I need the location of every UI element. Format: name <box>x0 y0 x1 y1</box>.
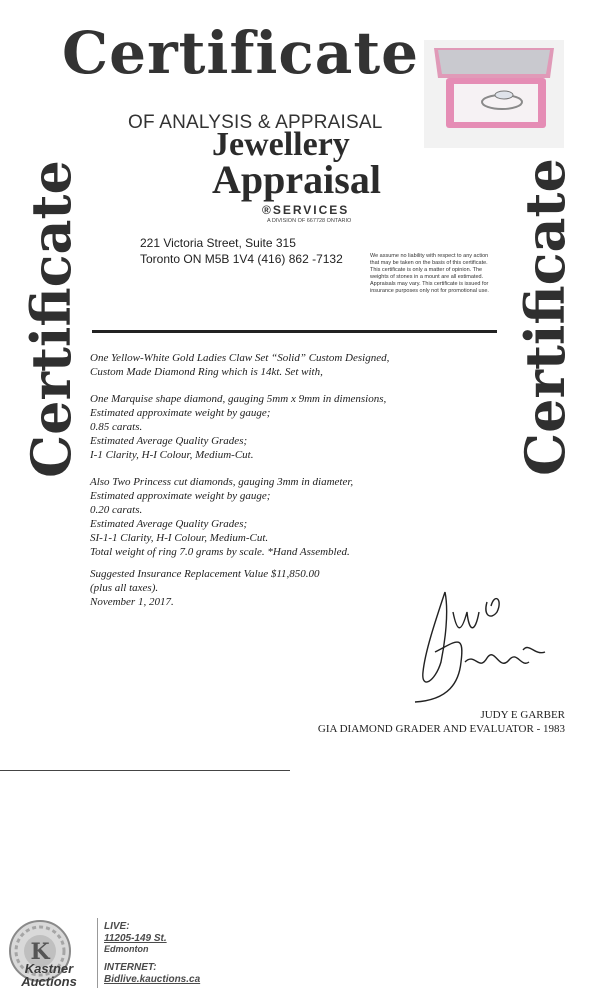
company-name-line2: Appraisal <box>212 157 381 202</box>
handwritten-signature <box>405 572 555 712</box>
company-division: A DIVISION OF 667728 ONTARIO <box>267 218 352 224</box>
princess-line: Estimated approximate weight by gauge; <box>90 490 271 502</box>
description-line: Custom Made Diamond Ring which is 14kt. Set with, <box>90 366 323 378</box>
logo-letter: K <box>30 939 50 965</box>
marquise-diamond-details <box>90 392 420 462</box>
taxes-note: (plus all taxes). <box>90 582 159 594</box>
liability-disclaimer: We assume no liability with respect to any action that may be taken on the basis of this certificate. This certificate is only a matter of opinion. The weights of stones in a mount are all estimated. Appraisals may vary. This certificate is issued for insurance purposes only not for promotional use. <box>370 253 489 294</box>
princess-line: 0.20 carats. <box>90 504 143 516</box>
valuation-block <box>90 567 420 609</box>
princess-line: Also Two Princess cut diamonds, gauging 3mm in diameter, <box>90 476 354 488</box>
certificate-title: Certificate <box>62 19 420 87</box>
live-label: LIVE: <box>104 921 130 932</box>
certificate-date: November 1, 2017. <box>90 596 174 608</box>
insurance-value: Suggested Insurance Replacement Value $11,850.00 <box>90 568 320 580</box>
internet-label: INTERNET: <box>104 962 157 973</box>
address-street: 221 Victoria Street, Suite 315 <box>140 236 296 250</box>
signer-name: JUDY E GARBER <box>480 709 565 721</box>
side-label-right: Certificate <box>513 158 577 476</box>
princess-line: SI-1-1 Clarity, H-I Colour, Medium-Cut. <box>90 532 269 544</box>
logo-text-kastner: Kastner <box>24 961 74 976</box>
side-label-left: Certificate <box>19 160 83 478</box>
live-city: Edmonton <box>104 944 149 954</box>
princess-line: Estimated Average Quality Grades; <box>90 518 248 530</box>
marquise-line: I-1 Clarity, H-I Colour, Medium-Cut. <box>90 449 254 461</box>
header-divider <box>92 330 497 333</box>
princess-diamond-details <box>90 475 430 559</box>
signer-block <box>300 708 565 736</box>
live-address: 11205-149 St. <box>104 933 167 944</box>
certificate-subtitle: OF ANALYSIS & APPRAISAL <box>128 112 383 133</box>
kastner-auctions-logo <box>4 917 94 989</box>
marquise-line: One Marquise shape diamond, gauging 5mm x 9mm in dimensions, <box>90 393 387 405</box>
footer-divider <box>97 918 98 988</box>
internet-site-link[interactable]: Bidlive.kauctions.ca <box>104 974 201 985</box>
logo-text-auctions: Auctions <box>21 974 77 989</box>
marquise-line: 0.85 carats. <box>90 421 143 433</box>
description-line: One Yellow-White Gold Ladies Claw Set “Solid” Custom Designed, <box>90 352 390 364</box>
signer-title: GIA DIAMOND GRADER AND EVALUATOR - 1983 <box>317 723 565 735</box>
ring-description <box>90 351 420 379</box>
princess-line: Total weight of ring 7.0 grams by scale. *Hand Assembled. <box>90 546 350 558</box>
ring-box-photo <box>424 40 564 148</box>
company-name-line1: Jewellery <box>212 126 350 163</box>
company-services: ®SERVICES <box>262 203 350 217</box>
marquise-line: Estimated Average Quality Grades; <box>90 435 248 447</box>
address-city-phone: Toronto ON M5B 1V4 (416) 862 -7132 <box>140 252 343 266</box>
page-edge-line <box>0 770 290 771</box>
company-address <box>140 235 343 267</box>
marquise-line: Estimated approximate weight by gauge; <box>90 407 271 419</box>
